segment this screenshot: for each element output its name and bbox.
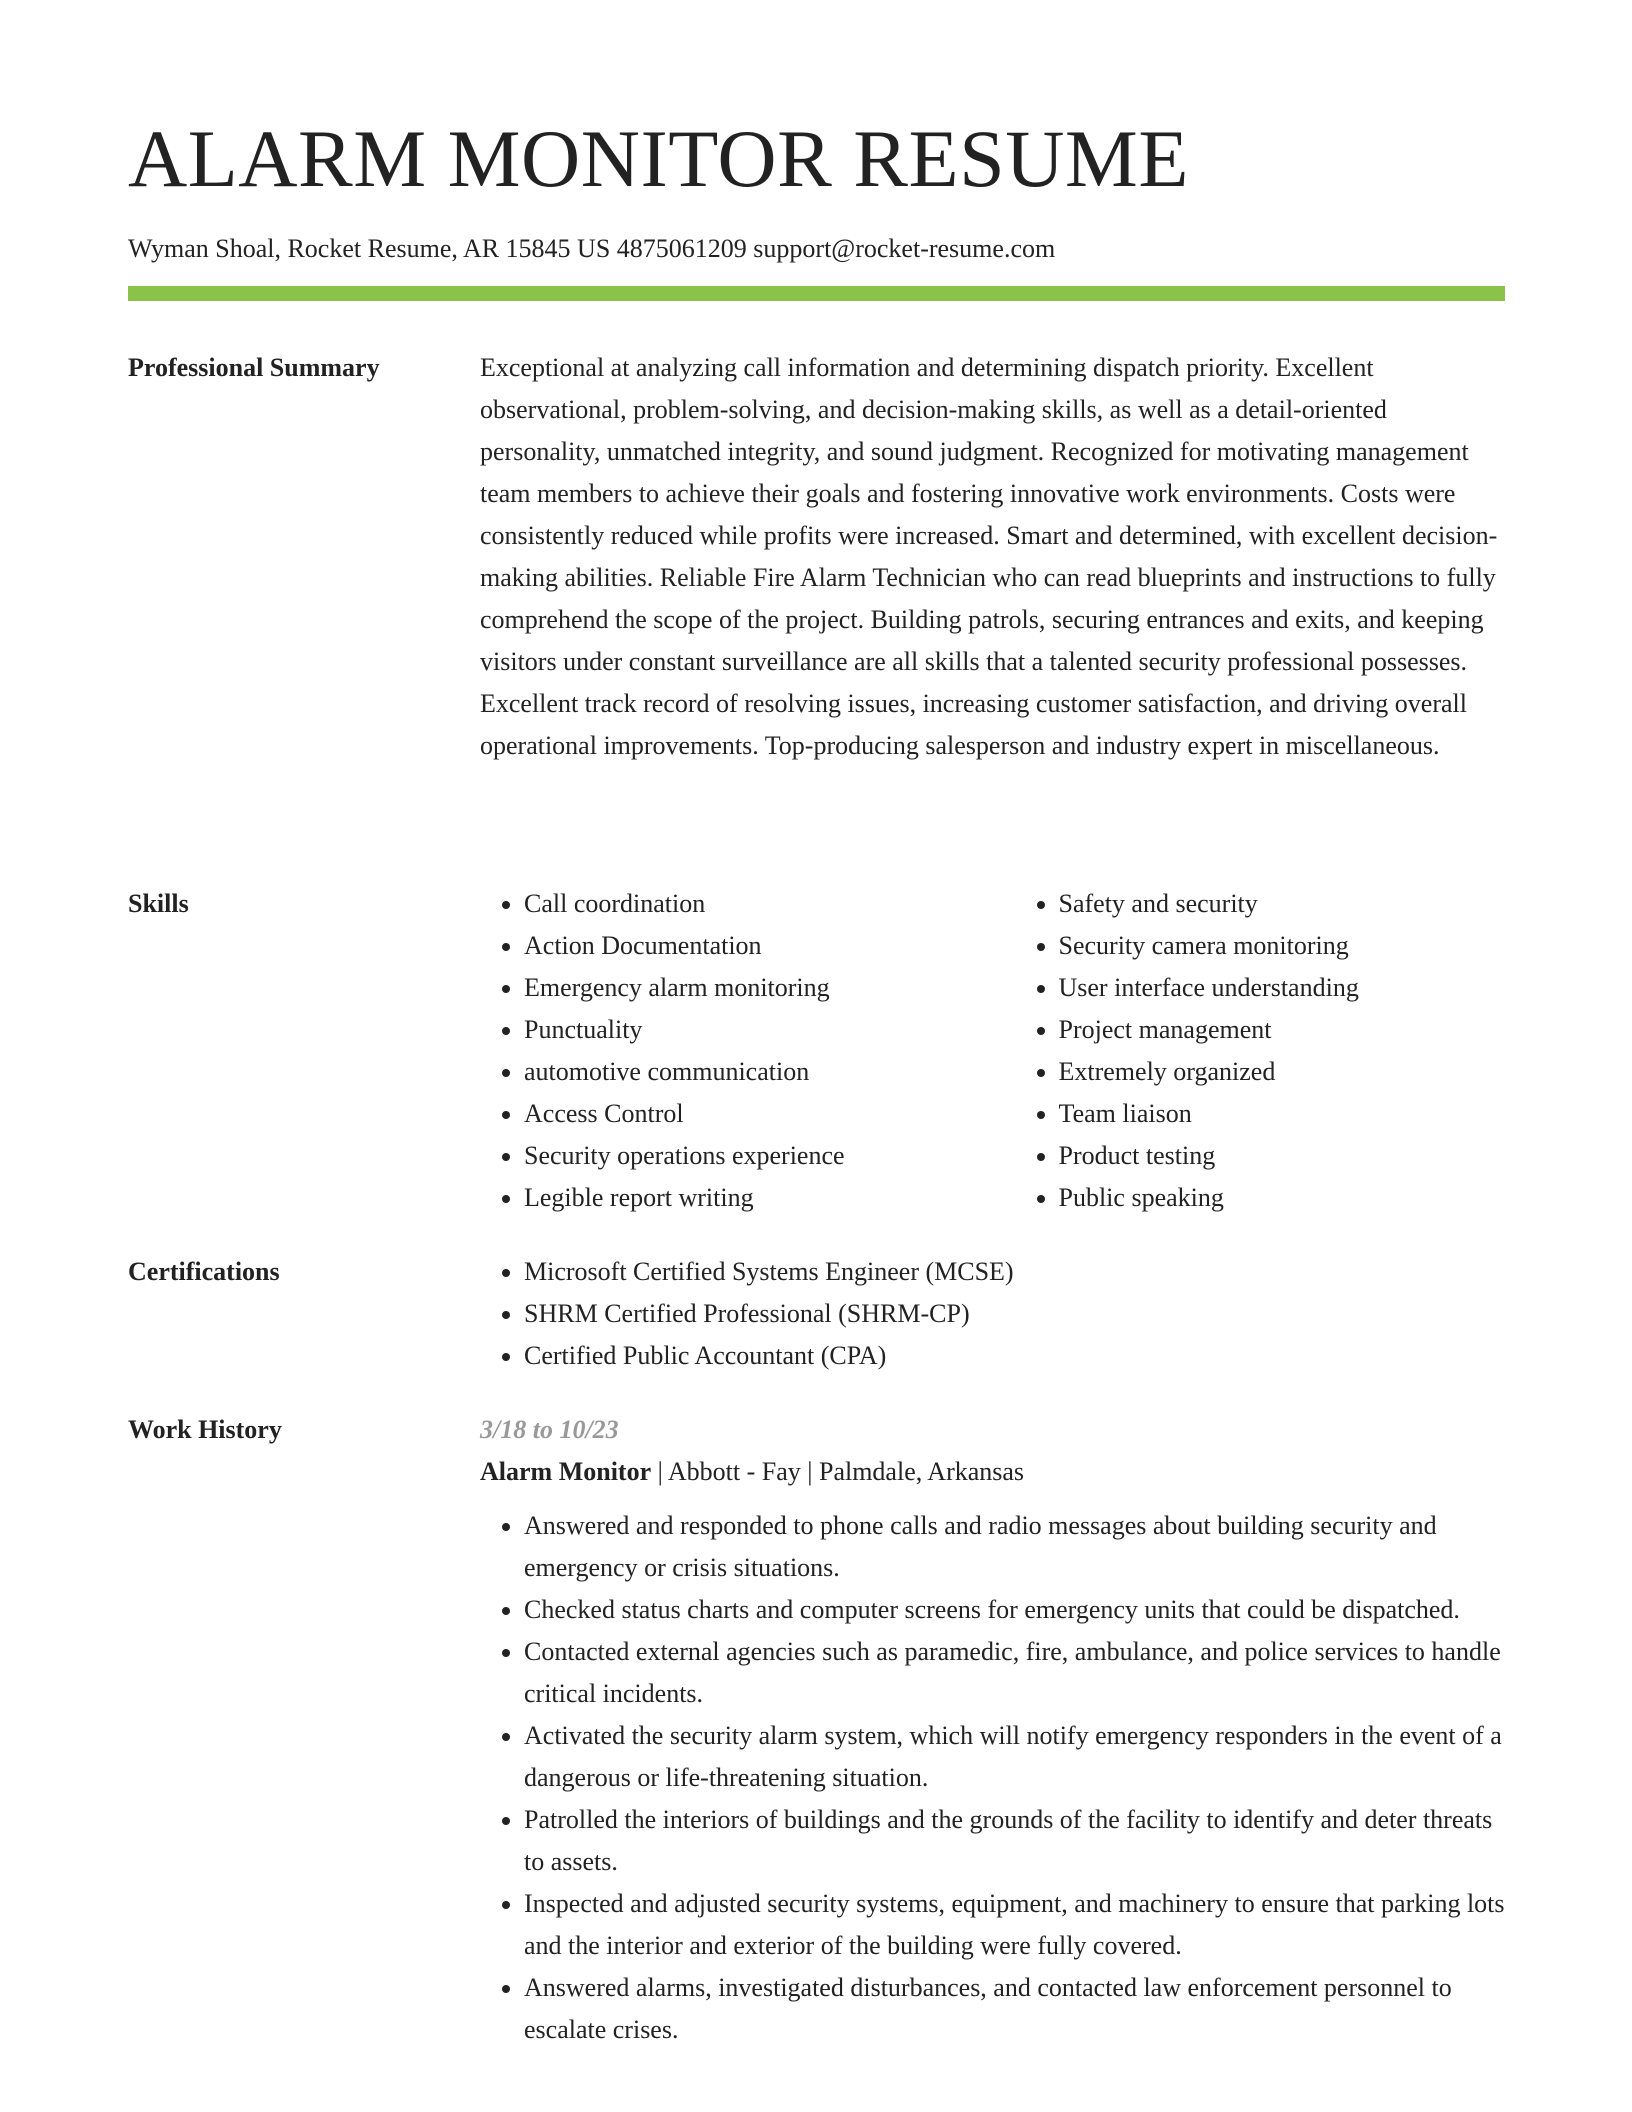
certifications-list [480,1251,1505,1377]
skill-item: • Project management [1059,1009,1506,1051]
skill-item: • Legible report writing [524,1177,971,1219]
header-divider [128,286,1505,301]
job-bullets [480,1505,1505,2051]
job-bullet: • Contacted external agencies such as paramedic, fire, ambulance, and police services to handle critical incidents. [524,1631,1505,1715]
skill-item: • Team liaison [1059,1093,1506,1135]
skill-item: • Punctuality [524,1009,971,1051]
skill-item: • Extremely organized [1059,1051,1506,1093]
skill-item: • Public speaking [1059,1177,1506,1219]
section-label-work-history: Work History [128,1415,282,1444]
skill-item: • Action Documentation [524,925,971,967]
certification-item: • SHRM Certified Professional (SHRM-CP) [524,1293,1505,1335]
certifications-body [480,1251,1505,1377]
skill-item: • User interface understanding [1059,967,1506,1009]
job-title: Alarm Monitor [480,1457,652,1486]
certification-item: • Certified Public Accountant (CPA) [524,1335,1505,1377]
skills-body [480,883,1505,1219]
section-label-certifications: Certifications [128,1257,280,1286]
resume-title: ALARM MONITOR RESUME [128,113,1189,204]
job-bullet: • Checked status charts and computer screens for emergency units that could be dispatched. [524,1589,1505,1631]
job-details: | Abbott - Fay | Palmdale, Arkansas [651,1457,1025,1486]
summary-text: Exceptional at analyzing call information and determining dispatch priority. Excellent observational, problem-solving, and decision-making skills, as well as a detail-oriented personality, unmatched integrity, and sound judgment. Recognized for motivating management team members to achieve their goals and fostering innovative work environments. Costs were consistently reduced while profits were increased. Smart and determined, with excellent decision-making abilities. Reliable Fire Alarm Technician who can read blueprints and instructions to fully comprehend the scope of the project. Building patrols, securing entrances and exits, and keeping visitors under constant surveillance are all skills that a talented security professional possesses. Excellent track record of resolving issues, increasing customer satisfaction, and driving overall operational improvements. Top-producing salesperson and industry expert in miscellaneous. [480,353,1498,760]
skill-item: • automotive communication [524,1051,971,1093]
section-label-skills: Skills [128,889,189,918]
section-label-summary: Professional Summary [128,353,380,382]
contact-line: Wyman Shoal, Rocket Resume, AR 15845 US 4875061209 support@rocket-resume.com [128,234,1056,263]
skill-item: • Access Control [524,1093,971,1135]
skill-item: • Emergency alarm monitoring [524,967,971,1009]
job-bullet: • Answered alarms, investigated disturbances, and contacted law enforcement personnel to escalate crises. [524,1967,1505,2051]
summary-body [480,347,1505,767]
job-dates: 3/18 to 10/23 [480,1415,619,1444]
skill-item: • Safety and security [1059,883,1506,925]
job-bullet: • Patrolled the interiors of buildings and the grounds of the facility to identify and deter threats to assets. [524,1799,1505,1883]
skill-item: • Security operations experience [524,1135,971,1177]
job-bullet: • Answered and responded to phone calls and radio messages about building security and emergency or crisis situations. [524,1505,1505,1589]
job-bullet: • Inspected and adjusted security systems, equipment, and machinery to ensure that parking lots and the interior and exterior of the building were fully covered. [524,1883,1505,1967]
skills-list-right [1015,883,1506,1219]
certification-item: • Microsoft Certified Systems Engineer (MCSE) [524,1251,1505,1293]
work-history-body [480,1409,1505,2051]
job-bullet: • Activated the security alarm system, which will notify emergency responders in the event of a dangerous or life-threatening situation. [524,1715,1505,1799]
skills-columns [480,883,1505,1219]
skill-item: • Security camera monitoring [1059,925,1506,967]
skills-list-left [480,883,971,1219]
skill-item: • Product testing [1059,1135,1506,1177]
job-heading [480,1451,1505,1493]
skill-item: • Call coordination [524,883,971,925]
